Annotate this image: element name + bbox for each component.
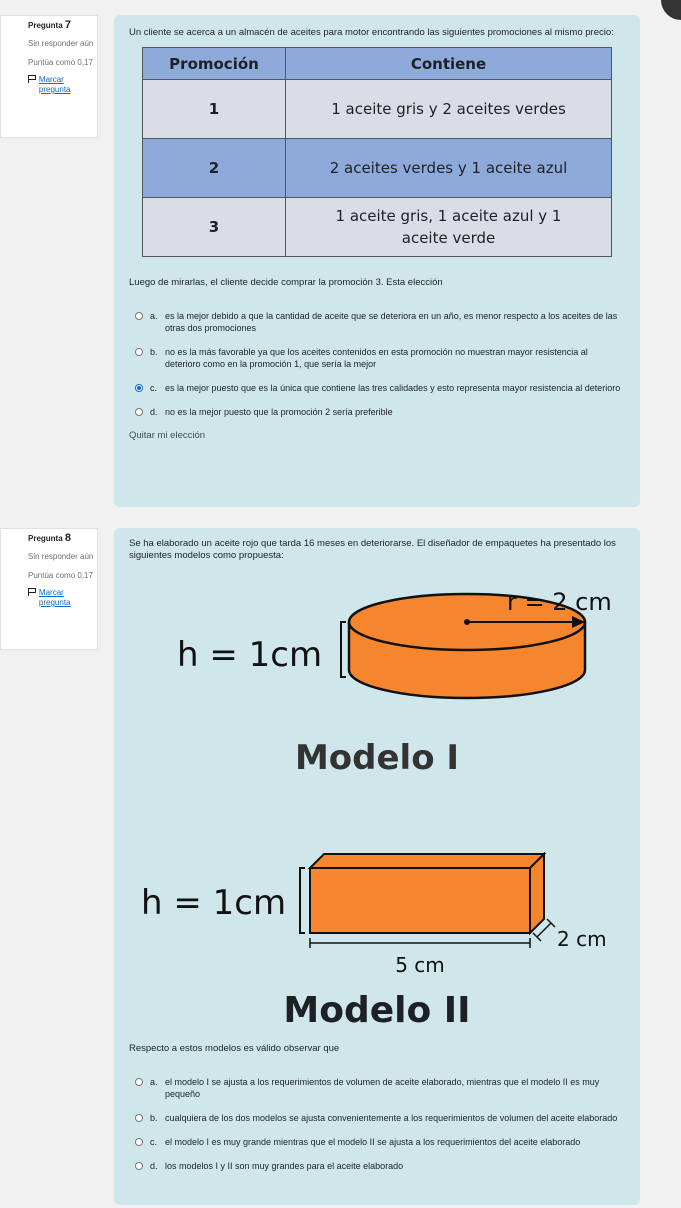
table-cell: 3	[143, 198, 286, 257]
width-label: 5 cm	[395, 953, 445, 977]
models-diagram	[129, 562, 625, 992]
flag-icon	[28, 75, 37, 83]
height-label: h = 1cm	[177, 635, 323, 675]
question-text: Se ha elaborado un aceite rojo que tarda 16 meses en deteriorarse. El diseñador de empaquetes ha presentado los siguientes modelos como propuesta:	[129, 538, 616, 561]
radio-button[interactable]	[135, 408, 143, 416]
model-title: Modelo I	[294, 738, 460, 778]
radio-button-selected[interactable]	[135, 384, 143, 392]
answer-option-b[interactable]: b. cualquiera de los dos modelos se ajusta convenientemente a los requerimientos de volumen del aceite elaborado	[135, 1112, 625, 1124]
height-label: h = 1cm	[141, 883, 287, 923]
table-row	[143, 139, 612, 198]
table-cell: 1 aceite gris y 2 aceites verdes	[286, 80, 612, 139]
question-grade: Puntúa como 0,17	[28, 571, 93, 580]
model-title: Modelo II	[283, 990, 471, 1031]
box-side	[530, 854, 544, 933]
radio-button[interactable]	[135, 1114, 143, 1122]
radio-button[interactable]	[135, 312, 143, 320]
table-header: Promoción	[143, 48, 286, 80]
question-number: Pregunta 8	[28, 532, 72, 544]
question-lead: Respecto a estos modelos es válido observar que	[129, 1043, 340, 1054]
question-8-content	[114, 528, 640, 1205]
answer-option-d[interactable]: d. los modelos I y II son muy grandes para el aceite elaborado	[135, 1160, 625, 1172]
table-row	[143, 80, 612, 139]
table-row	[143, 198, 612, 257]
promotions-table	[142, 47, 612, 257]
question-info-7	[0, 15, 98, 138]
flag-question-link[interactable]: Marcar pregunta	[28, 75, 97, 95]
scroll-indicator	[661, 0, 681, 20]
table-cell: 2	[143, 139, 286, 198]
height-bracket	[300, 868, 305, 933]
radius-label: r = 2 cm	[507, 588, 612, 616]
question-7-content	[114, 15, 640, 507]
question-grade: Puntúa como 0,17	[28, 58, 93, 67]
answer-option-c[interactable]: c. es la mejor puesto que es la única que contiene las tres calidades y esto representa mayor resistencia al deterioro	[135, 382, 625, 394]
height-bracket	[341, 622, 346, 677]
answer-list	[135, 1076, 625, 1172]
answer-option-a[interactable]: a. es la mejor debido a que la cantidad de aceite que se deteriora en un año, es menor respecto a los aceites de las otras dos promociones	[135, 310, 625, 334]
question-state: Sin responder aún	[28, 552, 94, 561]
question-text: Un cliente se acerca a un almacén de aceites para motor encontrando las siguientes promociones al mismo precio:	[129, 27, 614, 38]
answer-option-b[interactable]: b. no es la más favorable ya que los aceites contenidos en esta promoción no muestran mayor resistencia al deterioro como en la promoción 1, que sería la mejor	[135, 346, 625, 370]
table-cell: 1 aceite gris, 1 aceite azul y 1 aceite verde	[286, 198, 612, 257]
box-top	[310, 854, 544, 868]
table-cell: 1	[143, 80, 286, 139]
depth-label: 2 cm	[557, 927, 607, 951]
flag-icon	[28, 588, 37, 596]
clear-choice-link[interactable]: Quitar mi elección	[129, 430, 206, 441]
answer-option-d[interactable]: d. no es la mejor puesto que la promoción 2 sería preferible	[135, 406, 625, 418]
question-state: Sin responder aún	[28, 39, 94, 48]
table-cell: 2 aceites verdes y 1 aceite azul	[286, 139, 612, 198]
question-number: Pregunta 7	[28, 19, 72, 31]
radio-button[interactable]	[135, 1078, 143, 1086]
radio-button[interactable]	[135, 348, 143, 356]
table-header: Contiene	[286, 48, 612, 80]
answer-option-c[interactable]: c. el modelo I es muy grande mientras que el modelo II se ajusta a los requerimientos del aceite elaborado	[135, 1136, 625, 1148]
question-info-8	[0, 528, 98, 650]
flag-question-link[interactable]: Marcar pregunta	[28, 588, 97, 608]
answer-option-a[interactable]: a. el modelo I se ajusta a los requerimientos de volumen de aceite elaborado, mientras que el modelo II es muy pequeño	[135, 1076, 625, 1100]
radio-button[interactable]	[135, 1162, 143, 1170]
question-lead: Luego de mirarlas, el cliente decide comprar la promoción 3. Esta elección	[129, 277, 443, 288]
answer-list	[135, 310, 625, 418]
box-front	[310, 868, 530, 933]
radio-button[interactable]	[135, 1138, 143, 1146]
packaging-models-figure	[129, 562, 625, 992]
